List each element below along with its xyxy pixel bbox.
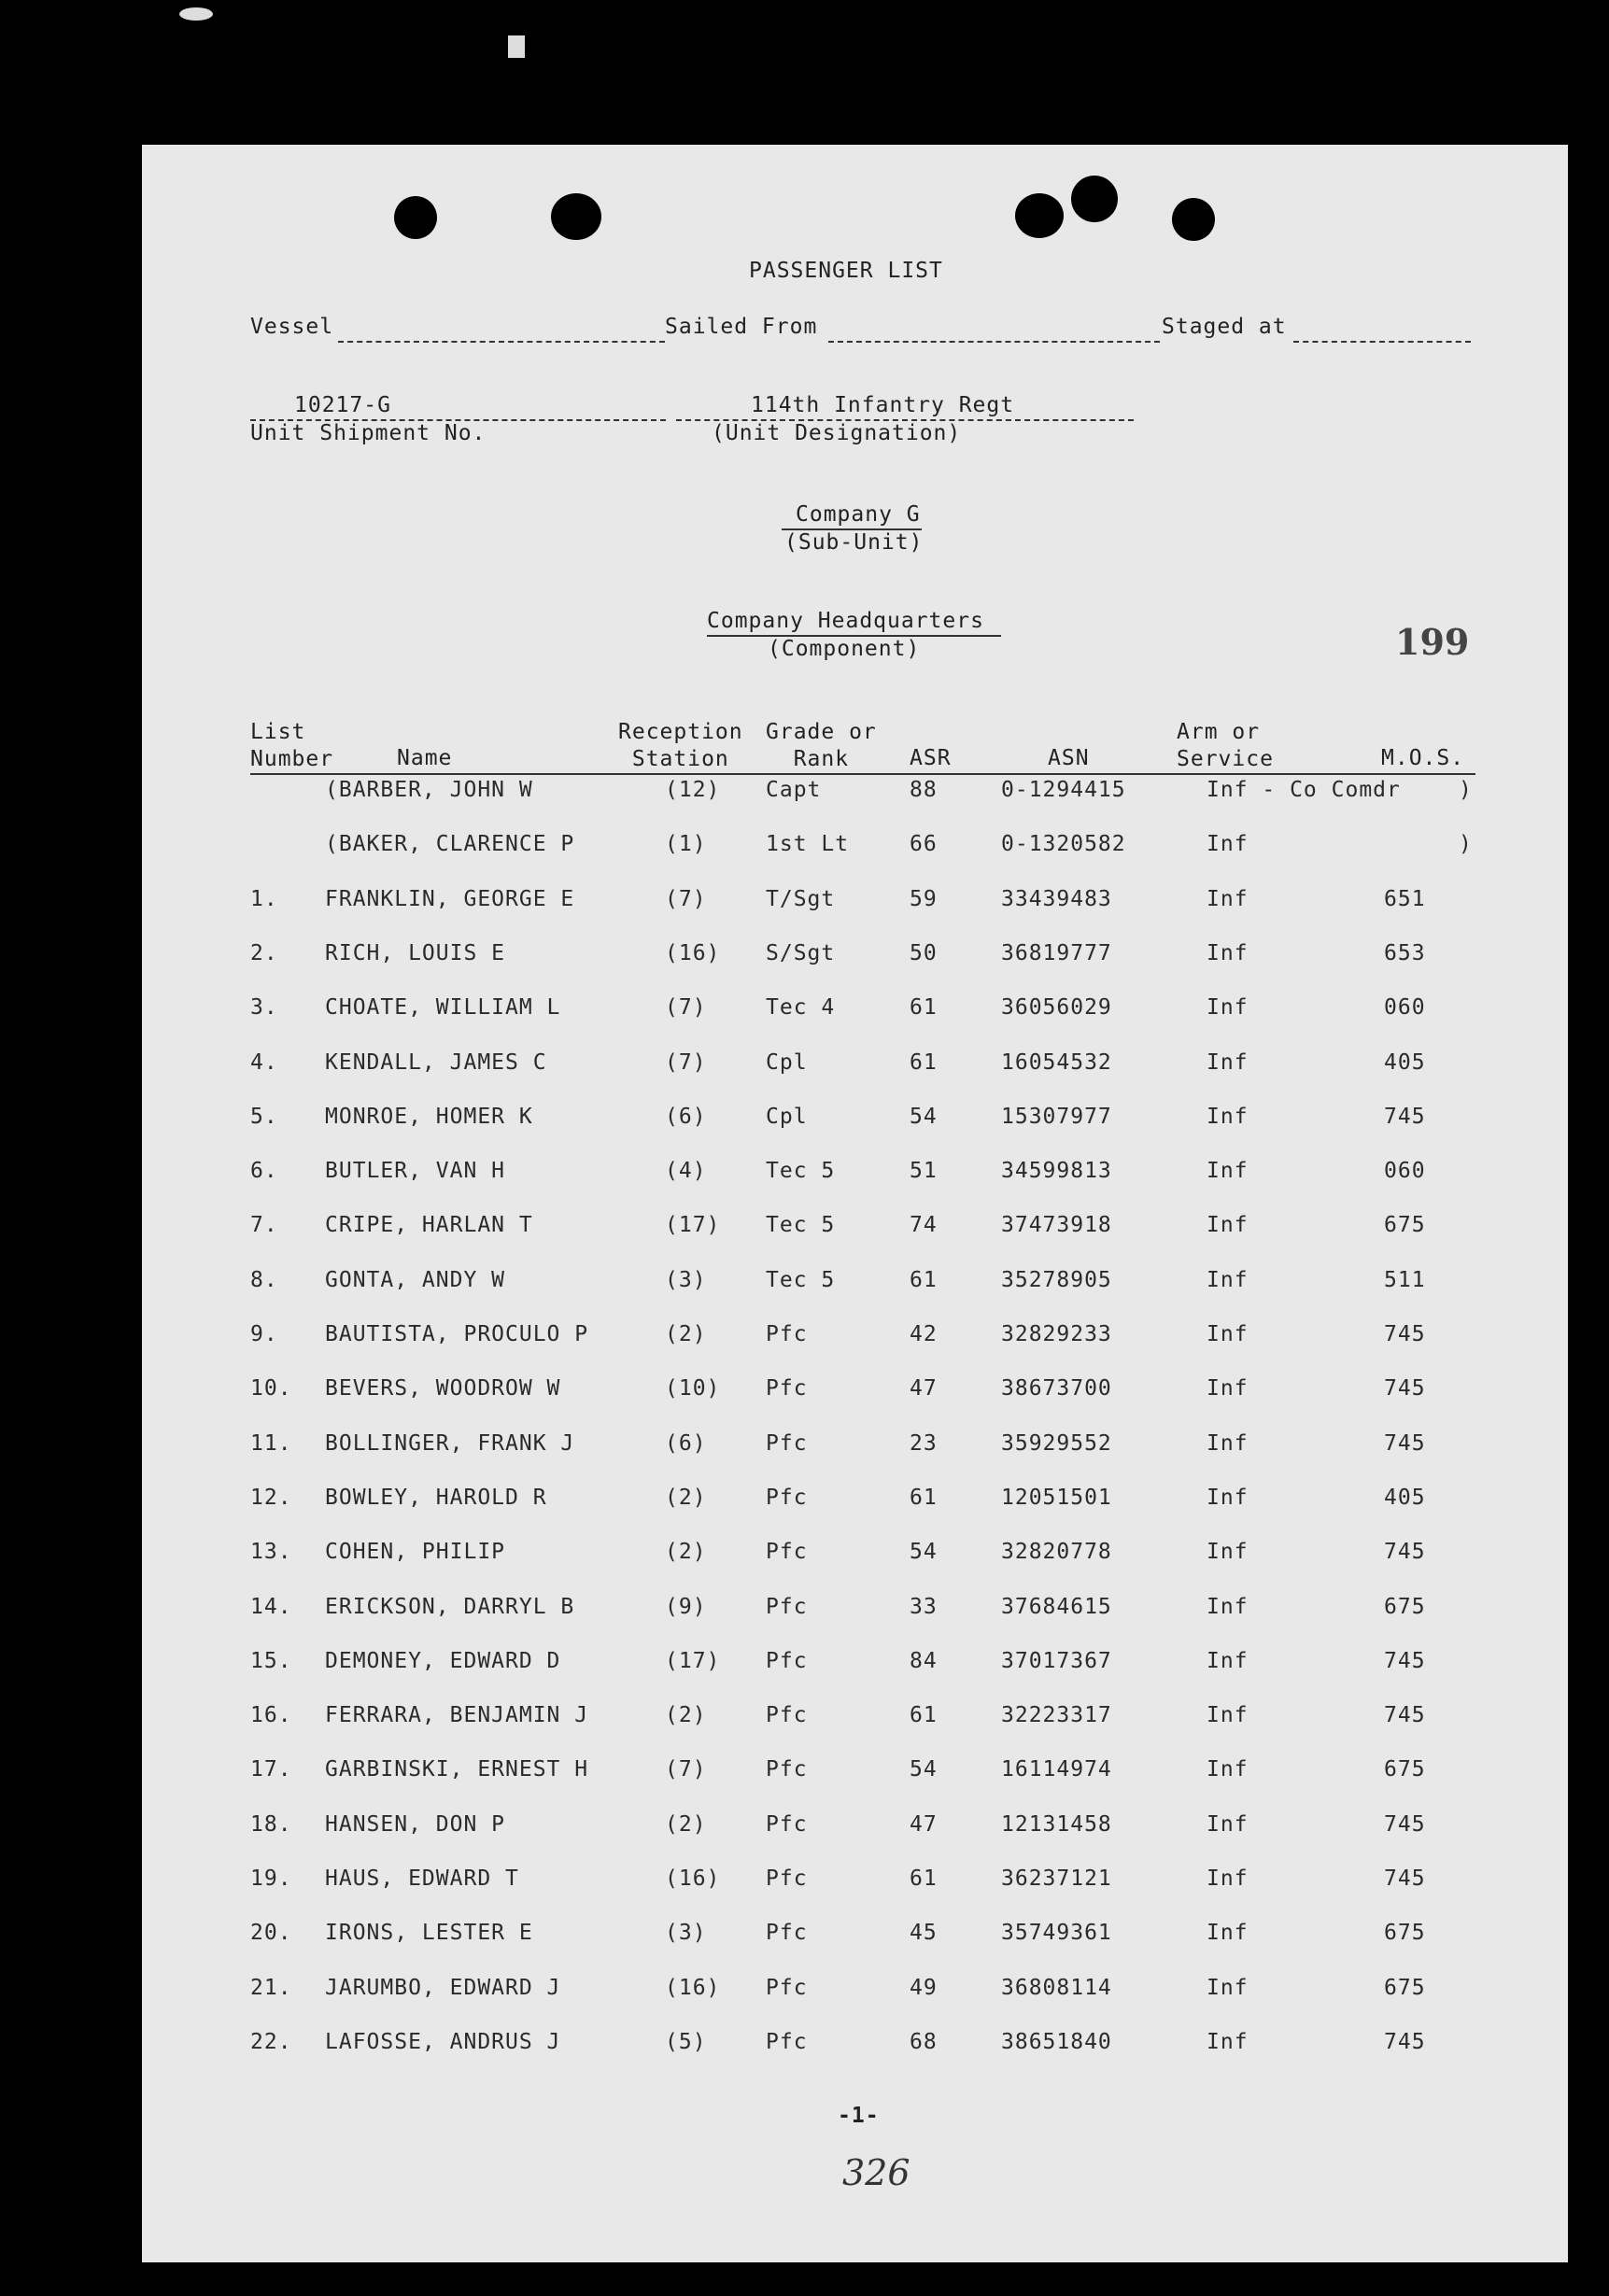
grade-cell: Pfc bbox=[766, 1811, 808, 1837]
grade-cell: Pfc bbox=[766, 1703, 808, 1728]
station-cell: (4) bbox=[665, 1159, 707, 1184]
punch-hole bbox=[1071, 176, 1118, 222]
table-row bbox=[142, 1376, 1568, 1406]
name-cell: HAUS, EDWARD T bbox=[325, 1866, 519, 1891]
list-number-cell: 15. bbox=[250, 1648, 292, 1673]
mos-cell: 405 bbox=[1384, 1485, 1426, 1510]
name-cell: COHEN, PHILIP bbox=[325, 1540, 506, 1565]
asn-cell: 37473918 bbox=[1001, 1213, 1112, 1238]
asr-cell: 23 bbox=[910, 1430, 938, 1456]
asn-cell: 12131458 bbox=[1001, 1811, 1112, 1837]
mos-cell: 675 bbox=[1384, 1975, 1426, 2000]
arm-service-cell: Inf bbox=[1207, 1703, 1249, 1728]
list-number-cell: 10. bbox=[250, 1376, 292, 1402]
name-cell: GONTA, ANDY W bbox=[325, 1267, 506, 1292]
list-number-cell: 5. bbox=[250, 1104, 278, 1129]
asn-cell: 32829233 bbox=[1001, 1322, 1112, 1346]
station-cell: (16) bbox=[665, 940, 721, 965]
asr-cell: 59 bbox=[910, 886, 938, 911]
mos-cell: 745 bbox=[1384, 1430, 1426, 1456]
mos-cell: 745 bbox=[1384, 1376, 1426, 1402]
mos-cell: 060 bbox=[1384, 1159, 1426, 1184]
arm-service-cell: Inf bbox=[1207, 1866, 1249, 1891]
table-row bbox=[142, 2030, 1568, 2060]
asn-cell: 38673700 bbox=[1001, 1376, 1112, 1402]
list-number-cell: 12. bbox=[250, 1485, 292, 1510]
station-cell: (16) bbox=[665, 1975, 721, 2000]
grade-cell: Capt bbox=[766, 778, 822, 802]
grade-cell: Pfc bbox=[766, 1540, 808, 1565]
shipment-number-label: Unit Shipment No. bbox=[250, 421, 487, 445]
mos-cell: 745 bbox=[1384, 1648, 1426, 1673]
arm-service-cell: Inf bbox=[1207, 1648, 1249, 1673]
component-value: Company Headquarters bbox=[707, 609, 984, 633]
station-cell: (3) bbox=[665, 1267, 707, 1292]
list-number-cell: 17. bbox=[250, 1757, 292, 1782]
asr-cell: 54 bbox=[910, 1104, 938, 1129]
name-cell: BOLLINGER, FRANK J bbox=[325, 1430, 575, 1456]
shipment-number: 10217-G bbox=[294, 393, 391, 417]
name-cell: JARUMBO, EDWARD J bbox=[325, 1975, 561, 2000]
table-row bbox=[142, 1866, 1568, 1896]
mos-cell: ) bbox=[1459, 778, 1473, 802]
sailed-from-label: Sailed From bbox=[665, 315, 818, 339]
station-cell: (7) bbox=[665, 1757, 707, 1782]
scan-speck bbox=[179, 7, 213, 21]
grade-cell: Pfc bbox=[766, 1975, 808, 2000]
grade-cell: Cpl bbox=[766, 1104, 808, 1129]
table-row bbox=[142, 1921, 1568, 1951]
mos-cell: 060 bbox=[1384, 995, 1426, 1021]
grade-cell: Pfc bbox=[766, 1866, 808, 1891]
mos-cell: 745 bbox=[1384, 1811, 1426, 1837]
asr-cell: 42 bbox=[910, 1322, 938, 1346]
asn-cell: 35929552 bbox=[1001, 1430, 1112, 1456]
asr-cell: 61 bbox=[910, 1703, 938, 1728]
asn-cell: 0-1320582 bbox=[1001, 832, 1126, 857]
station-cell: (2) bbox=[665, 1703, 707, 1728]
station-cell: (7) bbox=[665, 995, 707, 1021]
name-cell: IRONS, LESTER E bbox=[325, 1921, 533, 1946]
header-reception-station: Reception Station bbox=[618, 720, 743, 771]
name-cell: MONROE, HOMER K bbox=[325, 1104, 533, 1129]
station-cell: (7) bbox=[665, 1049, 707, 1075]
asn-cell: 33439483 bbox=[1001, 886, 1112, 911]
mos-cell: 675 bbox=[1384, 1757, 1426, 1782]
asn-cell: 32820778 bbox=[1001, 1540, 1112, 1565]
station-cell: (10) bbox=[665, 1376, 721, 1402]
list-number-cell: 8. bbox=[250, 1267, 278, 1292]
name-cell: RICH, LOUIS E bbox=[325, 940, 506, 965]
arm-service-cell: Inf bbox=[1207, 1757, 1249, 1782]
asr-cell: 50 bbox=[910, 940, 938, 965]
station-cell: (6) bbox=[665, 1104, 707, 1129]
table-row bbox=[142, 1976, 1568, 2006]
asr-cell: 61 bbox=[910, 1866, 938, 1891]
vessel-label: Vessel bbox=[250, 315, 334, 339]
header-asr: ASR bbox=[910, 746, 952, 770]
table-row bbox=[142, 1757, 1568, 1787]
table-row bbox=[142, 1431, 1568, 1461]
list-number-cell: 7. bbox=[250, 1213, 278, 1238]
mos-cell: 511 bbox=[1384, 1267, 1426, 1292]
mos-cell: 745 bbox=[1384, 1540, 1426, 1565]
asn-cell: 16054532 bbox=[1001, 1049, 1112, 1075]
name-cell: ERICKSON, DARRYL B bbox=[325, 1594, 575, 1619]
asn-cell: 36808114 bbox=[1001, 1975, 1112, 2000]
mos-cell: 675 bbox=[1384, 1594, 1426, 1619]
name-cell: HANSEN, DON P bbox=[325, 1811, 506, 1837]
name-cell: BUTLER, VAN H bbox=[325, 1159, 506, 1184]
station-cell: (6) bbox=[665, 1430, 707, 1456]
grade-cell: Pfc bbox=[766, 2029, 808, 2054]
name-cell: CRIPE, HARLAN T bbox=[325, 1213, 533, 1238]
list-number-cell: 6. bbox=[250, 1159, 278, 1184]
table-row bbox=[142, 1595, 1568, 1625]
grade-cell: Pfc bbox=[766, 1430, 808, 1456]
list-number-cell: 21. bbox=[250, 1975, 292, 2000]
staged-at-label: Staged at bbox=[1162, 315, 1287, 339]
asr-cell: 51 bbox=[910, 1159, 938, 1184]
page-stamp-number: 199 bbox=[1395, 621, 1470, 663]
arm-service-cell: Inf bbox=[1207, 1975, 1249, 2000]
grade-cell: Cpl bbox=[766, 1049, 808, 1075]
table-row bbox=[142, 1812, 1568, 1842]
grade-cell: 1st Lt bbox=[766, 832, 850, 857]
unit-designation-label: (Unit Designation) bbox=[712, 421, 962, 445]
list-number-cell: 18. bbox=[250, 1811, 292, 1837]
grade-cell: Tec 4 bbox=[766, 995, 836, 1021]
asn-cell: 34599813 bbox=[1001, 1159, 1112, 1184]
table-row bbox=[142, 1322, 1568, 1352]
asn-cell: 36819777 bbox=[1001, 940, 1112, 965]
grade-cell: Tec 5 bbox=[766, 1159, 836, 1184]
asn-cell: 0-1294415 bbox=[1001, 778, 1126, 802]
mos-cell: 675 bbox=[1384, 1213, 1426, 1238]
header-mos: M.O.S. bbox=[1381, 746, 1465, 770]
arm-service-cell: Inf bbox=[1207, 1430, 1249, 1456]
arm-service-cell: Inf bbox=[1207, 1267, 1249, 1292]
grade-cell: Tec 5 bbox=[766, 1267, 836, 1292]
arm-service-cell: Inf bbox=[1207, 1485, 1249, 1510]
station-cell: (2) bbox=[665, 1540, 707, 1565]
grade-cell: Pfc bbox=[766, 1648, 808, 1673]
asr-cell: 61 bbox=[910, 995, 938, 1021]
scan-speck bbox=[508, 35, 525, 58]
mos-cell: 651 bbox=[1384, 886, 1426, 911]
grade-cell: Pfc bbox=[766, 1485, 808, 1510]
table-row bbox=[142, 778, 1568, 808]
arm-service-cell: Inf bbox=[1207, 1213, 1249, 1238]
arm-service-cell: Inf bbox=[1207, 1921, 1249, 1946]
list-number-cell: 19. bbox=[250, 1866, 292, 1891]
station-cell: (16) bbox=[665, 1866, 721, 1891]
asr-cell: 45 bbox=[910, 1921, 938, 1946]
station-cell: (2) bbox=[665, 1485, 707, 1510]
table-row bbox=[142, 1213, 1568, 1243]
sub-unit-value: Company G bbox=[796, 502, 921, 527]
table-row bbox=[142, 1486, 1568, 1515]
asr-cell: 66 bbox=[910, 832, 938, 857]
punch-hole bbox=[1015, 193, 1064, 238]
station-cell: (5) bbox=[665, 2029, 707, 2054]
name-cell: GARBINSKI, ERNEST H bbox=[325, 1757, 589, 1782]
asn-cell: 35749361 bbox=[1001, 1921, 1112, 1946]
header-rule bbox=[250, 773, 1475, 775]
table-row bbox=[142, 1105, 1568, 1134]
arm-service-cell: Inf bbox=[1207, 1159, 1249, 1184]
station-cell: (3) bbox=[665, 1921, 707, 1946]
list-number-cell: 13. bbox=[250, 1540, 292, 1565]
arm-service-cell: Inf bbox=[1207, 1104, 1249, 1129]
asr-cell: 61 bbox=[910, 1267, 938, 1292]
grade-cell: Pfc bbox=[766, 1921, 808, 1946]
arm-service-cell: Inf bbox=[1207, 2029, 1249, 2054]
table-row bbox=[142, 832, 1568, 862]
name-cell: DEMONEY, EDWARD D bbox=[325, 1648, 561, 1673]
mos-cell: 745 bbox=[1384, 1866, 1426, 1891]
station-cell: (2) bbox=[665, 1811, 707, 1837]
grade-cell: Pfc bbox=[766, 1757, 808, 1782]
arm-service-cell: Inf bbox=[1207, 995, 1249, 1021]
asr-cell: 47 bbox=[910, 1376, 938, 1402]
mos-cell: 745 bbox=[1384, 1322, 1426, 1346]
page-number: -1- bbox=[838, 2104, 880, 2128]
station-cell: (12) bbox=[665, 778, 721, 802]
asr-cell: 49 bbox=[910, 1975, 938, 2000]
mos-cell: 745 bbox=[1384, 2029, 1426, 2054]
header-list-number: List Number bbox=[250, 720, 334, 771]
name-cell: KENDALL, JAMES C bbox=[325, 1049, 547, 1075]
grade-cell: T/Sgt bbox=[766, 886, 836, 911]
staged-at-blank bbox=[1293, 341, 1471, 343]
arm-service-cell: Inf bbox=[1207, 832, 1249, 857]
list-number-cell: 9. bbox=[250, 1322, 278, 1346]
asn-cell: 36237121 bbox=[1001, 1866, 1112, 1891]
asn-cell: 12051501 bbox=[1001, 1485, 1112, 1510]
document-title: PASSENGER LIST bbox=[749, 259, 943, 283]
asr-cell: 84 bbox=[910, 1648, 938, 1673]
header-grade: Grade or Rank bbox=[766, 720, 877, 771]
station-cell: (2) bbox=[665, 1322, 707, 1346]
punch-hole bbox=[1172, 198, 1215, 241]
list-number-cell: 14. bbox=[250, 1594, 292, 1619]
station-cell: (17) bbox=[665, 1648, 721, 1673]
header-arm: Arm or Service bbox=[1177, 720, 1274, 771]
asr-cell: 54 bbox=[910, 1540, 938, 1565]
mos-cell: 405 bbox=[1384, 1049, 1426, 1075]
asr-cell: 61 bbox=[910, 1485, 938, 1510]
grade-cell: S/Sgt bbox=[766, 940, 836, 965]
asn-cell: 36056029 bbox=[1001, 995, 1112, 1021]
table-row bbox=[142, 1268, 1568, 1298]
mos-cell: 745 bbox=[1384, 1703, 1426, 1728]
arm-service-cell: Inf bbox=[1207, 1811, 1249, 1837]
asn-cell: 37684615 bbox=[1001, 1594, 1112, 1619]
list-number-cell: 11. bbox=[250, 1430, 292, 1456]
asr-cell: 61 bbox=[910, 1049, 938, 1075]
sailed-from-blank bbox=[828, 341, 1160, 343]
name-cell: BOWLEY, HAROLD R bbox=[325, 1485, 547, 1510]
name-cell: FERRARA, BENJAMIN J bbox=[325, 1703, 589, 1728]
list-number-cell: 1. bbox=[250, 886, 278, 911]
table-row bbox=[142, 941, 1568, 971]
table-row bbox=[142, 1703, 1568, 1733]
header-name: Name bbox=[397, 746, 453, 770]
sub-unit-label: (Sub-Unit) bbox=[784, 530, 924, 555]
vessel-blank bbox=[338, 341, 665, 343]
asr-cell: 33 bbox=[910, 1594, 938, 1619]
list-number-cell: 20. bbox=[250, 1921, 292, 1946]
table-row bbox=[142, 1159, 1568, 1189]
list-number-cell: 16. bbox=[250, 1703, 292, 1728]
component-label: (Component) bbox=[768, 637, 921, 661]
asr-cell: 47 bbox=[910, 1811, 938, 1837]
arm-service-cell: Inf bbox=[1207, 940, 1249, 965]
handwritten-number: 326 bbox=[842, 2152, 910, 2193]
list-number-cell: 22. bbox=[250, 2029, 292, 2054]
arm-service-cell: Inf bbox=[1207, 1049, 1249, 1075]
asn-cell: 15307977 bbox=[1001, 1104, 1112, 1129]
punch-hole bbox=[551, 193, 601, 240]
name-cell: (BARBER, JOHN W bbox=[325, 778, 533, 802]
punch-hole bbox=[394, 196, 437, 239]
asr-cell: 74 bbox=[910, 1213, 938, 1238]
mos-cell: ) bbox=[1459, 832, 1473, 857]
grade-cell: Pfc bbox=[766, 1594, 808, 1619]
list-number-cell: 4. bbox=[250, 1049, 278, 1075]
arm-service-cell: Inf bbox=[1207, 1594, 1249, 1619]
grade-cell: Tec 5 bbox=[766, 1213, 836, 1238]
list-number-cell: 3. bbox=[250, 995, 278, 1021]
name-cell: BEVERS, WOODROW W bbox=[325, 1376, 561, 1402]
station-cell: (9) bbox=[665, 1594, 707, 1619]
mos-cell: 745 bbox=[1384, 1104, 1426, 1129]
name-cell: BAUTISTA, PROCULO P bbox=[325, 1322, 589, 1346]
mos-cell: 653 bbox=[1384, 940, 1426, 965]
header-asn: ASN bbox=[1048, 746, 1090, 770]
arm-service-cell: Inf - Co Comdr bbox=[1207, 778, 1401, 802]
asn-cell: 32223317 bbox=[1001, 1703, 1112, 1728]
station-cell: (17) bbox=[665, 1213, 721, 1238]
name-cell: (BAKER, CLARENCE P bbox=[325, 832, 575, 857]
mos-cell: 675 bbox=[1384, 1921, 1426, 1946]
table-row bbox=[142, 1649, 1568, 1679]
asn-cell: 16114974 bbox=[1001, 1757, 1112, 1782]
grade-cell: Pfc bbox=[766, 1376, 808, 1402]
arm-service-cell: Inf bbox=[1207, 886, 1249, 911]
asr-cell: 88 bbox=[910, 778, 938, 802]
asr-cell: 54 bbox=[910, 1757, 938, 1782]
asr-cell: 68 bbox=[910, 2029, 938, 2054]
arm-service-cell: Inf bbox=[1207, 1540, 1249, 1565]
station-cell: (7) bbox=[665, 886, 707, 911]
name-cell: CHOATE, WILLIAM L bbox=[325, 995, 561, 1021]
asn-cell: 35278905 bbox=[1001, 1267, 1112, 1292]
table-row bbox=[142, 1540, 1568, 1570]
station-cell: (1) bbox=[665, 832, 707, 857]
arm-service-cell: Inf bbox=[1207, 1376, 1249, 1402]
arm-service-cell: Inf bbox=[1207, 1322, 1249, 1346]
grade-cell: Pfc bbox=[766, 1322, 808, 1346]
table-row bbox=[142, 887, 1568, 917]
table-row bbox=[142, 1050, 1568, 1080]
name-cell: LAFOSSE, ANDRUS J bbox=[325, 2029, 561, 2054]
table-row bbox=[142, 995, 1568, 1025]
list-number-cell: 2. bbox=[250, 940, 278, 965]
unit-designation: 114th Infantry Regt bbox=[751, 393, 1015, 417]
asn-cell: 37017367 bbox=[1001, 1648, 1112, 1673]
document-page bbox=[142, 145, 1568, 2262]
name-cell: FRANKLIN, GEORGE E bbox=[325, 886, 575, 911]
asn-cell: 38651840 bbox=[1001, 2029, 1112, 2054]
